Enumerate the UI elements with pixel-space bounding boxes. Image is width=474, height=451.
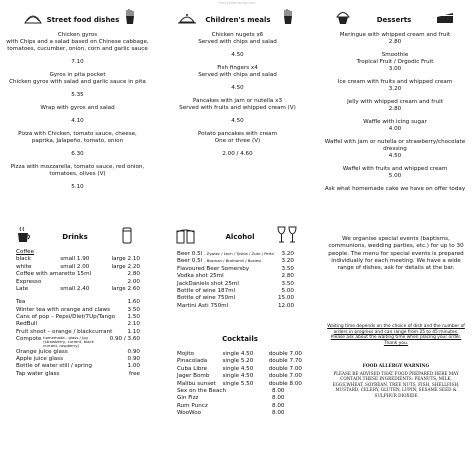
price: 4.50 [388,152,402,159]
menu-item: Ice cream with fruits and whipped cream 3.20 [322,79,468,93]
list-item: Gin Fizz 8.00 [177,395,285,402]
allergy-text: PLEASE BE ADVISED THAT FOOD PREPARED HERE MAY CONTAIN THESE INGREDIENTS: PEANUTS, MILK, EGGS,WHEAT, SOYBEAN, TREE NUTS, FISH, SHELLFISH, MUSTARD, CELERY, GLUTEN, LUPIN, SESAME SEED & SULPHUR DIOXIDE [332,371,460,398]
coffee-cup-icon [16,226,32,244]
can-icon [122,226,132,244]
price: 4.50 [231,117,244,124]
list-item: Late small 2.40 large 2.60 [16,285,140,292]
price: 4.10 [71,117,84,124]
list-item: Apple juice glass 0.90 [16,356,140,363]
price: 5.35 [71,91,84,98]
list-item: Flavoured Beer Somersby 3.50 [177,265,294,272]
list-item: Winter tea with orange and claws 3.50 [16,306,140,313]
list-item: Expresso 2.00 [16,278,140,285]
price: 2.80 [388,105,402,112]
list-item: Fruit shoot – orange / blackcurrant 1.10 [16,328,140,335]
menu-item: Waffel with jam or nutella or strawberry/chocolate dressing 4.50 [322,139,468,160]
drinks-title: Drinks [62,233,88,241]
childrens-meals-list [165,32,310,158]
list-item: black small 1.90 large 2.10 [16,256,140,263]
list-item: Mojito single 4.50 double 7.00 [177,351,302,357]
menu-item: Potato pancakes with cream One or three (V) 2.00 / 4.60 [165,131,310,158]
list-item: Beer 0.5l - Bosman / Brothamil / Bosiesi 3.20 [177,258,294,265]
coffee-label: Coffee [16,249,35,255]
price: 4.50 [231,51,244,58]
menu-item: Waffle with icing sugar 4.00 [322,119,468,133]
menu-item: Chicken gyros with Chips and a salad based on Chinese cabbage, tomatoes, cucumber, onion, corn and garlic sauce 7.10 [6,32,149,65]
list-item: Jager Bomb single 4.50 double 7.00 [177,373,302,380]
fries-icon-2 [282,8,294,25]
cloche-icon [178,12,196,24]
list-item: Martini Asti 750ml 12.00 [177,302,294,309]
cupcake-icon [335,10,351,24]
drinks-list [16,249,140,378]
list-item: Sex on the Beach 8.00 [177,387,285,394]
list-item: Tea 1.60 [16,299,140,306]
cocktails-title: Cocktails [222,335,258,343]
price: 2.00 / 4.60 [222,150,253,157]
menu-item: Smoothie Tropical Fruit / Orgodic Fruit 3.00 [322,52,468,73]
list-item: Beer 0.5l - Żywiec / Lech / Tyskie / Żubr / Perła 3.20 [177,251,294,257]
list-item: Compote homemade - glass / jug (strawberry, current, black currant, raspberry) 0.90 / 3.60 [16,335,140,349]
price: 7.10 [71,58,84,65]
taco-icon [24,12,42,24]
menu-item: Pizza with Chicken, tomato sauce, cheese, paprika, Jalapeño, tomato, onion 6.30 [6,131,149,158]
cake-note: Ask what homemade cake we have on offer today [324,185,466,192]
allergy-title: FOOD ALLERGY WARNING [362,364,430,369]
list-item: Tap water glass free [16,370,140,377]
list-item: Orange juice glass 0.90 [16,348,140,355]
alcohol-list [177,251,294,310]
street-food-list [6,32,149,191]
list-item: Cans of pop – Pepsi/Diet/7Up/Tango 1.50 [16,314,140,320]
menu-item: Waffel with fruits and whipped cream 5.00 [322,166,468,180]
list-item: Coffee with amaretto 15ml 2.80 [16,271,140,278]
list-item: Bottle of wine 750ml 15.00 [177,295,294,302]
wine-glasses-icon [276,226,298,244]
menu-item: Chicken nugets x6 Served with chips and salad 4.50 [165,32,310,59]
watermark: menu-enter-aruba-com [218,1,256,5]
list-item: RedBull 2.10 [16,321,140,328]
childrens-meals-title: Children's meals [205,16,271,24]
list-item: Rum Puncz 8.00 [177,402,285,409]
list-item: JackDaniels shot 25ml 3.50 [177,280,294,287]
menu-item: Wrap with gyros and salad 4.10 [6,105,149,125]
desserts-title: Desserts [376,16,412,24]
list-item: Malibu sunset single 5.50 double 8.00 [177,380,302,387]
list-item: Bottle of water still / spring 1.00 [16,363,140,370]
list-item: Pinacolada single 5.20 double 7.70 [177,358,302,365]
list-item: Cuba Libre single 4.50 double 7.00 [177,365,302,372]
cocktails-list [177,351,302,417]
price: 6.30 [71,150,84,157]
menu-item: Fish fingers x4 Served with chips and salad 4.50 [165,65,310,92]
price: 3.20 [388,85,402,92]
fries-icon [124,8,136,25]
street-food-title: Street food dishes [46,16,120,24]
list-item: WooWoo 8.00 [177,410,285,416]
desserts-list [322,32,468,193]
list-item: white small 2.00 large 2.20 [16,263,140,270]
price: 4.00 [388,125,402,132]
price: 5.10 [71,183,84,190]
cake-icon [436,10,454,24]
menu-item: Pancakes with jam or nutella x3 Served with fruits and whipped cream (V) 4.50 [165,98,310,125]
list-item: Bottle of wine 187ml 5.00 [177,287,294,294]
price: 3.00 [388,65,402,72]
special-events-text: We organise special events (baptisms, communions, wedding parties, etc.) for up to 30 people. The menu for special events is prepared individually for each meeting. We have a wide range of dishes, ask for details at the bar. [328,236,464,272]
waiting-time-note: Waiting time depends on the choice of dish and the number of orders in progress and can range from 25 to 45 minutes. Please ask about the waiting time when placing your order. Thank you. [327,324,465,347]
menu-item: Pizza with mozzarella, tomato sauce, red onion, tomatoes, olives (V) 5.10 [6,164,149,191]
menu-item: Meringue with whipped cream and fruit 2.80 [322,32,468,46]
menu-item: Jelly with whipped cream and fruit 2.80 [322,99,468,113]
menu-item: Gyros in pita pocket Chicken gyros with salad and garlic sauce in pita 5.35 [6,72,149,99]
list-item: Vodka shot 25ml 2.80 [177,273,294,280]
beer-icon [175,228,203,244]
alcohol-title: Alcohol [225,233,255,241]
price: 4.50 [231,84,244,91]
price: 5.00 [388,172,402,179]
price: 2.80 [388,38,402,45]
